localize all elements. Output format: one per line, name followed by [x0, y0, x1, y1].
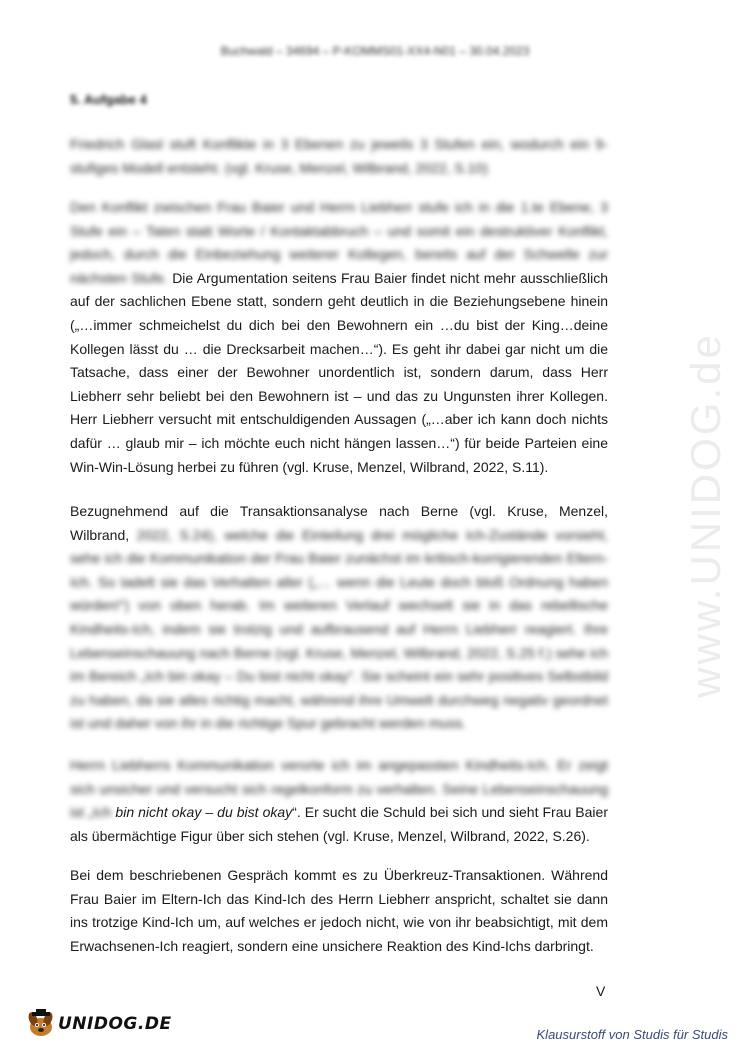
paragraph-text-blurred: Herrn Liebherrs Kommunikation verorte ich im angepassten Kindheits-Ich. Er zeigt sich unsicher und versucht sich regelkonform zu verhalten. Seine Lebenseinschauung ist „Ich [70, 757, 608, 821]
paragraph-text: “. Er sucht die Schuld bei sich und sieht Frau Baier als übermächtige Figur über sich stehen (vgl. Kruse, Menzel, Wilbrand, 2022, S.26). [70, 804, 608, 844]
quote-emphasis: bin nicht okay – du bist okay [115, 804, 293, 821]
watermark-text: www.UNIDOG.de [682, 332, 729, 698]
paragraph-text-blurred: 2022, S.24), welche die Einteilung drei mögliche Ich-Zustände vorsieht, sehe ich die Kommunikation der Frau Baier zunächst im kritisch-korrigierenden Eltern-Ich. So tadelt sie das Verhalten aller („… wenn die Leute doch bloß Ordnung haben würden!“) von oben herab. Im weiteren Verlauf wechselt sie in das rebellische Kindheits-Ich, indem sie trotzig und aufbrausend auf Herrn Liebherr reagiert. Ihre Lebenseinschauung nach Berne (vgl. Kruse, Menzel, Wilbrand, 2022, S.25 f.) sehe ich im Bereich „Ich bin okay – Du bist nicht okay“. Sie scheint ein sehr positives Selbstbild zu haben, da sie alles richtig macht, während ihre Umwelt durchweg negativ geordnet ist und daher von ihr in die richtige Spur gebracht werden muss. [70, 526, 608, 732]
dog-icon [26, 1009, 56, 1039]
paragraph-intro [70, 133, 608, 180]
paragraph-transaction-analysis [70, 500, 608, 736]
paragraph-text: Bei dem beschriebenen Gespräch kommt es zu Überkreuz-Transaktionen. Während Frau Baier im Eltern-Ich das Kind-Ich des Herrn Liebherr anspricht, schaltet sie dann ins trotzige Kind-Ich um, auf welches er jedoch nicht, wie von ihr beabsichtigt, mit dem Erwachsenen-Ich reagiert, sondern eine unsichere Reaktion des Kind-Ichs darbringt. [70, 867, 608, 954]
paragraph-text: Die Argumentation seitens Frau Baier findet nicht mehr ausschließlich auf der sachlichen Ebene statt, sondern geht deutlich in die Beziehungsebene hinein („…immer schmeichelst du dich bei den Bewohnern ein …du bist der King…deine Kollegen lässt du … die Drecksarbeit machen…“). Es geht ihr dabei gar nicht um die Tatsache, dass einer der Bewohner unordentlich ist, sondern darum, dass Herr Liebherr sehr beliebt bei den Bewohnern ist – und das zu Ungunsten ihrer Kollegen. Herr Liebherr versucht mit entschuldigenden Aussagen („…aber ich kann doch nichts dafür … glaub mir – ich möchte euch nicht hängen lassen…“) für beide Parteien eine Win-Win-Lösung herbei zu führen (vgl. Kruse, Menzel, Wilbrand, 2022, S.11). [70, 269, 609, 475]
paragraph-text-blurred: Den Konflikt zwischen Frau Baier und Herrn Liebherr stufe ich in die 1.te Ebene, 3 Stufe ein – Taten statt Worte / Kontaktabbruch – und somit ein destruktiver Konflikt, jedoch, durch die Einbeziehung weiterer Kollegen, bereits auf der Schwelle zur nächsten Stufe. [70, 199, 608, 286]
watermark [682, 280, 729, 750]
page-header: Buchwald – 34694 – P-KOMMS01-XX4-N01 – 30.04.2023 [220, 44, 530, 58]
paragraph-text: Bezugnehmend auf die Transaktionsanalyse nach Berne (vgl. Kruse, Menzel, Wilbrand, [70, 503, 608, 543]
unidog-logo [26, 1009, 172, 1039]
footer-tagline: Klausurstoff von Studis für Studis [536, 1027, 728, 1042]
paragraph-text-blurred: Friedrich Glasl stuft Konflikte in 3 Ebenen zu jeweils 3 Stufen ein, wodurch ein 9-stufiges Modell entsteht. (vgl. Kruse, Menzel, Wilbrand, 2022, S.10) [70, 136, 608, 176]
logo-text: UNIDOG.DE [58, 1014, 172, 1034]
section-heading: 5. Aufgabe 4 [70, 92, 147, 107]
paragraph-crossed-transactions [70, 864, 608, 958]
page-number: V [596, 983, 606, 999]
paragraph-liebherr [70, 754, 608, 848]
paragraph-conflict [70, 196, 608, 479]
